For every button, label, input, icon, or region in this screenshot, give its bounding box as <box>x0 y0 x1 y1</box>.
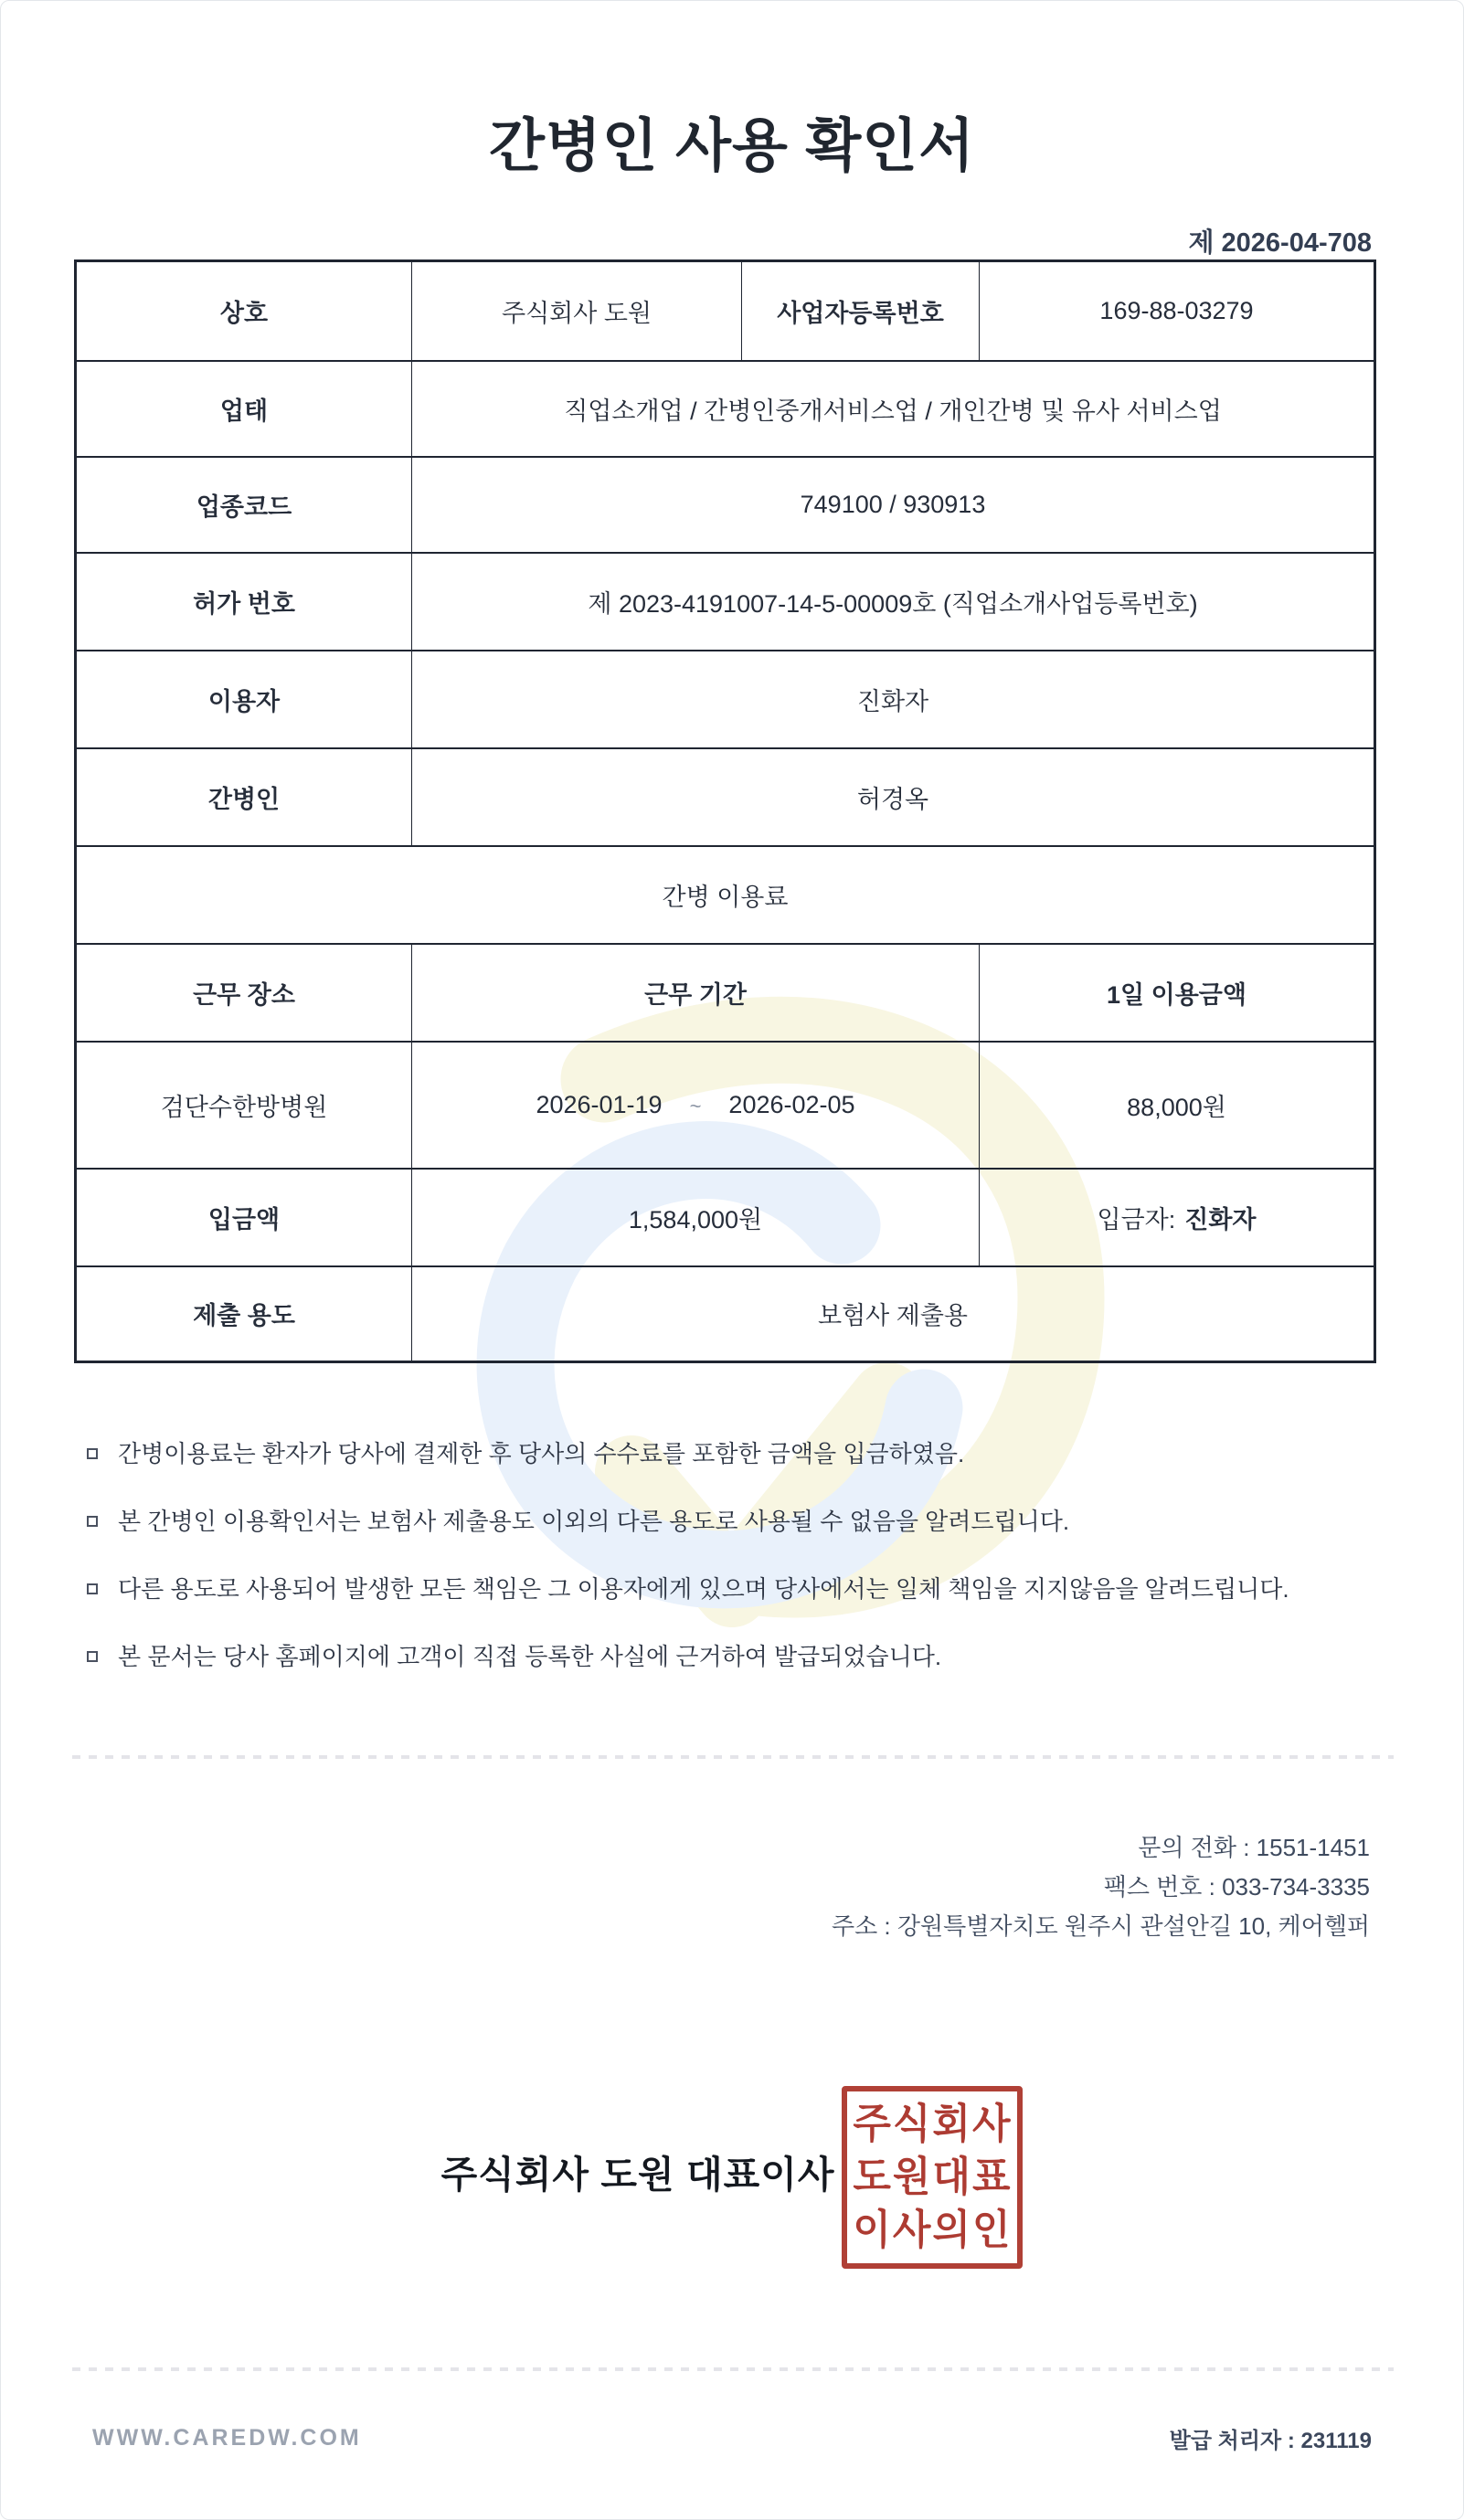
period-label: 근무 기간 <box>412 944 980 1042</box>
workplace-value: 검단수한방병원 <box>76 1042 412 1169</box>
note-text: 본 간병인 이용확인서는 보험사 제출용도 이외의 다른 용도로 사용될 수 없음을 알려드립니다. <box>118 1508 1070 1535</box>
table-row-deposit <box>76 1169 1375 1266</box>
industry-code-value: 749100 / 930913 <box>412 457 1375 553</box>
square-bullet-icon <box>87 1448 98 1459</box>
contact-address: 주소 : 강원특별자치도 원주시 관설안길 10, 케어헬퍼 <box>831 1912 1370 1940</box>
table-row-biz-type <box>76 361 1375 457</box>
daily-fee-label: 1일 이용금액 <box>980 944 1375 1042</box>
square-bullet-icon <box>87 1651 98 1662</box>
depositor-label: 입금자: <box>1097 1205 1176 1234</box>
dashed-divider <box>72 2367 1394 2371</box>
fee-section-title: 간병 이용료 <box>76 846 1375 944</box>
note-item <box>85 1576 1381 1602</box>
company-value: 주식회사 도원 <box>412 261 742 361</box>
permit-value: 제 2023-4191007-14-5-00009호 (직업소개사업등록번호) <box>412 553 1375 651</box>
signature-text: 주식회사 도원 대표이사 <box>440 2153 835 2196</box>
stamp-line: 주식회사 <box>853 2102 1013 2147</box>
stamp-line: 이사의인 <box>853 2208 1013 2253</box>
period-tilde: ~ <box>689 1094 702 1117</box>
period-end: 2026-02-05 <box>728 1090 855 1118</box>
stamp-line: 도원대표 <box>853 2155 1013 2200</box>
note-text: 다른 용도로 사용되어 발생한 모든 책임은 그 이용자에게 있으며 당사에서는 일체 책임을 지지않음을 알려드립니다. <box>118 1575 1289 1603</box>
table-row-fee-header <box>76 944 1375 1042</box>
footer-processor: 발급 처리자 : 231119 <box>1169 2429 1372 2453</box>
biz-reg-value: 169-88-03279 <box>980 261 1375 361</box>
user-value: 진화자 <box>412 651 1375 748</box>
signature-row <box>1 2086 1463 2269</box>
depositor-cell <box>980 1169 1375 1266</box>
contact-fax: 팩스 번호 : 033-734-3335 <box>1103 1873 1370 1901</box>
note-text: 간병이용료는 환자가 당사에 결제한 후 당사의 수수료를 포함한 금액을 입금하였음. <box>118 1440 965 1467</box>
purpose-value: 보험사 제출용 <box>412 1266 1375 1362</box>
deposit-value: 1,584,000원 <box>412 1169 980 1266</box>
permit-label: 허가 번호 <box>76 553 412 651</box>
period-start: 2026-01-19 <box>536 1090 663 1118</box>
footer-website: WWW.CAREDW.COM <box>92 2425 362 2451</box>
user-label: 이용자 <box>76 651 412 748</box>
dashed-divider <box>72 1755 1394 1759</box>
note-item <box>85 1509 1381 1534</box>
table-row-fee-section <box>76 846 1375 944</box>
period-value <box>412 1042 980 1169</box>
caregiver-value: 허경옥 <box>412 748 1375 846</box>
square-bullet-icon <box>87 1516 98 1527</box>
table-row-permit <box>76 553 1375 651</box>
table-row-industry-code <box>76 457 1375 553</box>
note-item <box>85 1644 1381 1669</box>
note-item <box>85 1441 1381 1466</box>
purpose-label: 제출 용도 <box>76 1266 412 1362</box>
company-label: 상호 <box>76 261 412 361</box>
deposit-label: 입금액 <box>76 1169 412 1266</box>
page-title: 간병인 사용 확인서 <box>489 114 975 178</box>
footer <box>92 2422 1372 2454</box>
biz-type-value: 직업소개업 / 간병인중개서비스업 / 개인간병 및 유사 서비스업 <box>412 361 1375 457</box>
depositor-value: 진화자 <box>1184 1205 1257 1234</box>
table-row-purpose <box>76 1266 1375 1362</box>
certificate-table <box>74 259 1376 1363</box>
note-text: 본 문서는 당사 홈페이지에 고객이 직접 등록한 사실에 근거하여 발급되었습니다. <box>118 1643 942 1670</box>
table-row-caregiver <box>76 748 1375 846</box>
biz-reg-label: 사업자등록번호 <box>742 261 980 361</box>
corporate-seal-stamp <box>842 2086 1023 2269</box>
table-row-company <box>76 261 1375 361</box>
contact-phone: 문의 전화 : 1551-1451 <box>1138 1834 1370 1861</box>
document-number: 제 2026-04-708 <box>1188 228 1372 258</box>
square-bullet-icon <box>87 1583 98 1594</box>
notes-section <box>85 1441 1381 1711</box>
biz-type-label: 업태 <box>76 361 412 457</box>
industry-code-label: 업종코드 <box>76 457 412 553</box>
table-row-fee-data <box>76 1042 1375 1169</box>
table-row-user <box>76 651 1375 748</box>
contact-block <box>832 1828 1370 1946</box>
workplace-label: 근무 장소 <box>76 944 412 1042</box>
caregiver-label: 간병인 <box>76 748 412 846</box>
daily-fee-value: 88,000원 <box>980 1042 1375 1169</box>
